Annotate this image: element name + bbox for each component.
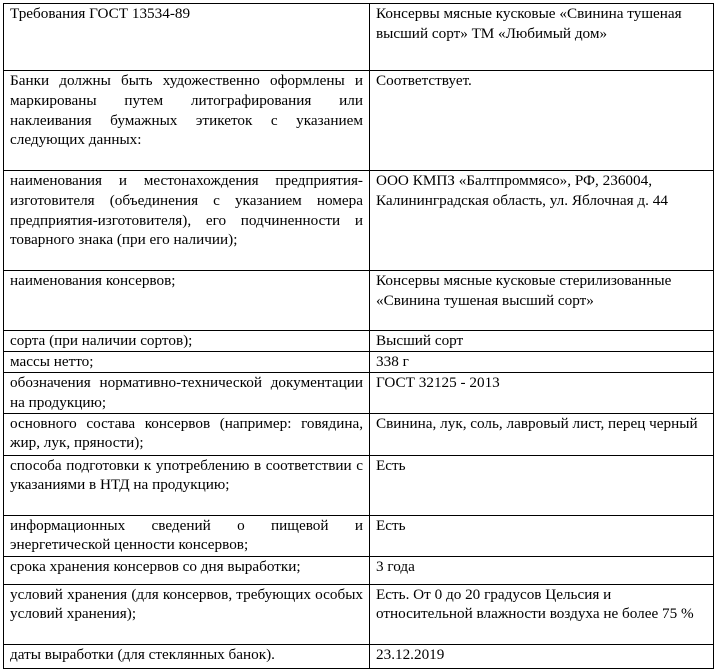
value-cell: Свинина, лук, соль, лавровый лист, перец черный <box>370 413 714 455</box>
value-cell: Соответствует. <box>370 71 714 171</box>
value-cell: Есть <box>370 515 714 556</box>
table-row <box>4 271 714 331</box>
requirement-cell: способа подготовки к употреблению в соответствии с указаниями в НТД на продукцию; <box>4 455 370 515</box>
header-requirements-cell: Требования ГОСТ 13534-89 <box>4 4 370 71</box>
value-cell: ГОСТ 32125 - 2013 <box>370 373 714 414</box>
value-cell: Высший сорт <box>370 331 714 352</box>
value-cell: ООО КМПЗ «Балтпроммясо», РФ, 236004, Калининградская область, ул. Яблочная д. 44 <box>370 171 714 271</box>
requirement-cell: обозначения нормативно-технической документации на продукцию; <box>4 373 370 414</box>
table-row <box>4 413 714 455</box>
header-product-cell: Консервы мясные кусковые «Свинина тушеная высший сорт» ТМ «Любимый дом» <box>370 4 714 71</box>
table-row <box>4 373 714 414</box>
table-row <box>4 455 714 515</box>
value-cell: 338 г <box>370 352 714 373</box>
requirement-cell: массы нетто; <box>4 352 370 373</box>
value-cell: Есть <box>370 455 714 515</box>
requirement-cell: срока хранения консервов со дня выработки; <box>4 556 370 584</box>
table-row <box>4 171 714 271</box>
requirement-cell: условий хранения (для консервов, требующих особых условий хранения); <box>4 584 370 644</box>
requirement-cell: даты выработки (для стеклянных банок). <box>4 644 370 668</box>
requirement-cell: наименования и местонахождения предприятия-изготовителя (объединения с указанием номера предприятия-изготовителя), его подчиненности и товарного знака (при его наличии); <box>4 171 370 271</box>
requirement-cell: сорта (при наличии сортов); <box>4 331 370 352</box>
table-row <box>4 71 714 171</box>
requirement-cell: информационных сведений о пищевой и энергетической ценности консервов; <box>4 515 370 556</box>
table-header-row <box>4 4 714 71</box>
value-cell: 3 года <box>370 556 714 584</box>
table-row <box>4 584 714 644</box>
value-cell: Консервы мясные кусковые стерилизованные «Свинина тушеная высший сорт» <box>370 271 714 331</box>
table-row <box>4 644 714 668</box>
table-row <box>4 556 714 584</box>
requirement-cell: основного состава консервов (например: говядина, жир, лук, пряности); <box>4 413 370 455</box>
value-cell: 23.12.2019 <box>370 644 714 668</box>
table-row <box>4 352 714 373</box>
gost-requirements-table <box>3 3 714 669</box>
requirement-cell: наименования консервов; <box>4 271 370 331</box>
table-row <box>4 331 714 352</box>
table-row <box>4 515 714 556</box>
requirement-cell: Банки должны быть художественно оформлены и маркированы путем литографирования или наклеивания бумажных этикеток с указанием следующих данных: <box>4 71 370 171</box>
value-cell: Есть. От 0 до 20 градусов Цельсия и относительной влажности воздуха не более 75 % <box>370 584 714 644</box>
